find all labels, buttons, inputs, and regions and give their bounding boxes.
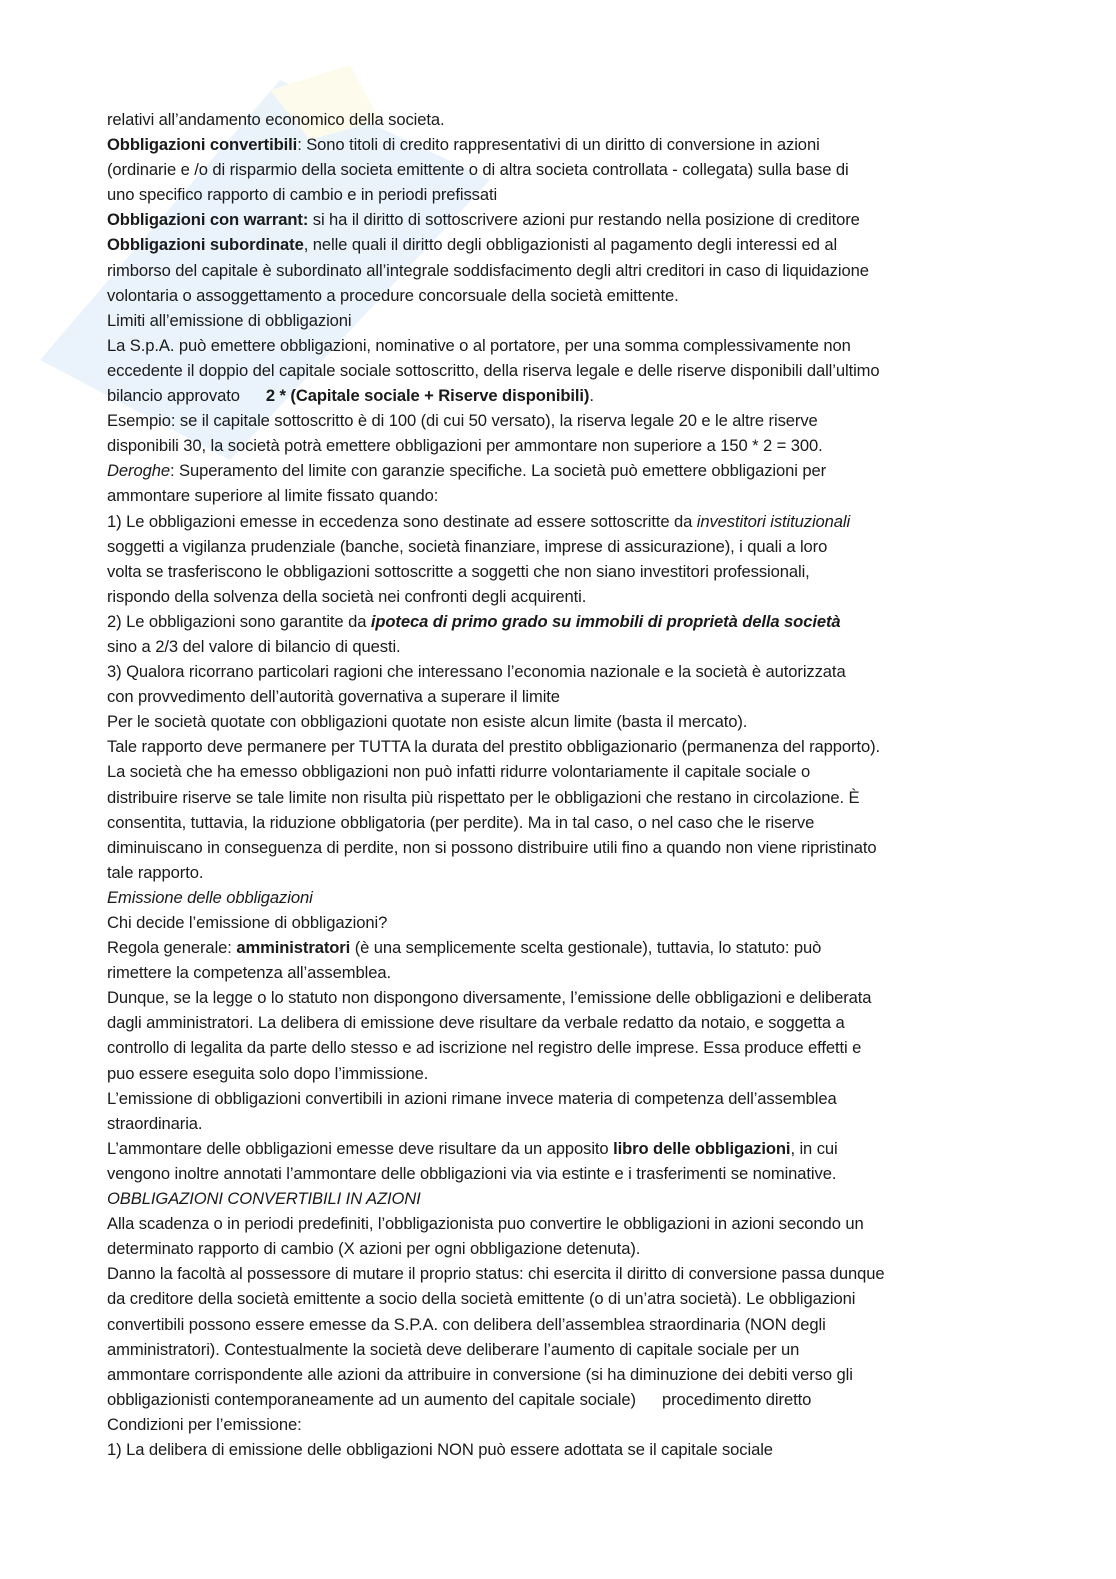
text-line: [107, 157, 1007, 182]
text-line: [107, 408, 1007, 433]
document-page: [107, 107, 1007, 1462]
text-segment: , nelle quali il diritto degli obbligazionisti al pagamento degli interessi ed al: [303, 235, 838, 255]
text-line: [107, 659, 1007, 684]
text-line: [107, 433, 1007, 458]
text-segment: puo essere eseguita solo dopo l’immissione.: [107, 1063, 429, 1083]
bold-text: ipoteca di primo grado su immobili di proprietà della società: [370, 611, 841, 631]
text-segment: sino a 2/3 del valore di bilancio di questi.: [107, 636, 401, 656]
italic-text: Deroghe: [107, 461, 170, 481]
text-line: [107, 709, 1007, 734]
text-segment: 1) La delibera di emissione delle obbligazioni NON può essere adottata se il capitale sociale: [107, 1439, 773, 1459]
text-line: [107, 785, 1007, 810]
text-line: [107, 232, 1007, 257]
text-segment: Per le società quotate con obbligazioni quotate non esiste alcun limite (basta il mercato).: [107, 712, 748, 732]
text-line: [107, 509, 1007, 534]
bold-text: 2 * (Capitale sociale + Riserve disponibili): [265, 386, 590, 406]
text-line: [107, 1061, 1007, 1086]
text-line: [107, 1261, 1007, 1286]
bold-text: amministratori: [236, 938, 351, 958]
text-line: [107, 759, 1007, 784]
text-segment: controllo di legalita da parte dello stesso e ad iscrizione nel registro delle imprese. Essa produce effetti e: [107, 1038, 862, 1058]
text-line: [107, 1337, 1007, 1362]
text-line: [107, 534, 1007, 559]
text-segment: bilancio approvato: [107, 386, 240, 406]
text-line: [107, 1362, 1007, 1387]
text-segment: Condizioni per l’emissione:: [107, 1414, 302, 1434]
text-segment: consentita, tuttavia, la riduzione obbligatoria (per perdite). Ma in tal caso, o nel caso che le riserve: [107, 812, 815, 832]
text-line: [107, 960, 1007, 985]
text-line: [107, 1211, 1007, 1236]
bold-text: Obbligazioni con warrant:: [107, 210, 309, 230]
text-segment: .: [589, 386, 594, 406]
text-line: [107, 935, 1007, 960]
text-segment: Regola generale:: [107, 938, 237, 958]
text-line: [107, 1387, 1007, 1412]
text-segment: 1) Le obbligazioni emesse in eccedenza sono destinate ad essere sottoscritte da: [107, 511, 697, 531]
bold-text: libro delle obbligazioni: [613, 1138, 791, 1158]
text-line: [107, 810, 1007, 835]
text-line: [107, 258, 1007, 283]
text-segment: (ordinarie e /o di risparmio della societa emittente o di altra societa controllata - collegata) sulla base di: [107, 160, 849, 180]
text-segment: vengono inoltre annotati l’ammontare delle obbligazioni via via estinte e i trasferimenti se nominative.: [107, 1163, 837, 1183]
text-segment: distribuire riserve se tale limite non risulta più rispettato per le obbligazioni che restano in circolazione. È: [107, 787, 860, 807]
text-segment: Esempio: se il capitale sottoscritto è di 100 (di cui 50 versato), la riserva legale 20 e le altre riserve: [107, 411, 818, 431]
text-line: [107, 1161, 1007, 1186]
text-segment: 2) Le obbligazioni sono garantite da: [107, 611, 371, 631]
text-segment: rimborso del capitale è subordinato all’integrale soddisfacimento degli altri creditori in caso di liquidazione: [107, 260, 869, 280]
text-line: [107, 1111, 1007, 1136]
text-line: [107, 383, 1007, 408]
bold-text: Obbligazioni subordinate: [107, 235, 304, 255]
text-line: [107, 985, 1007, 1010]
text-line: [107, 107, 1007, 132]
text-segment: Limiti all’emissione di obbligazioni: [107, 310, 352, 330]
text-line: [107, 1312, 1007, 1337]
text-segment: obbligazionisti contemporaneamente ad un aumento del capitale sociale): [107, 1389, 636, 1409]
text-line: [107, 1035, 1007, 1060]
text-segment: Alla scadenza o in periodi predefiniti, l’obbligazionista puo convertire le obbligazioni in azioni secondo un: [107, 1214, 864, 1234]
text-line: [107, 1086, 1007, 1111]
text-segment: volta se trasferiscono le obbligazioni sottoscritte a soggetti che non siano investitori professionali,: [107, 561, 810, 581]
text-segment: determinato rapporto di cambio (X azioni per ogni obbligazione detenuta).: [107, 1239, 641, 1259]
text-line: [107, 308, 1007, 333]
text-line: [107, 584, 1007, 609]
text-segment: tale rapporto.: [107, 862, 204, 882]
text-segment: Chi decide l’emissione di obbligazioni?: [107, 913, 388, 932]
text-line: [107, 684, 1007, 709]
text-line: [107, 458, 1007, 483]
text-line: [107, 910, 1007, 935]
text-line: [107, 483, 1007, 508]
text-segment: procedimento diretto: [661, 1389, 812, 1409]
text-segment: relativi all’andamento economico della societa.: [107, 110, 445, 129]
text-line: [107, 734, 1007, 759]
text-line: [107, 132, 1007, 157]
text-line: [107, 609, 1007, 634]
text-segment: Dunque, se la legge o lo statuto non dispongono diversamente, l’emissione delle obbligazioni e deliberata: [107, 988, 872, 1008]
text-segment: Danno la facoltà al possessore di mutare il proprio status: chi esercita il diritto di conversione passa dunque: [107, 1264, 885, 1284]
text-segment: si ha il diritto di sottoscrivere azioni pur restando nella posizione di creditore: [308, 210, 860, 230]
text-segment: da creditore della società emittente a socio della società emittente (o di un’atra società). Le obbligazioni: [107, 1289, 856, 1309]
text-line: [107, 333, 1007, 358]
text-segment: La S.p.A. può emettere obbligazioni, nominative o al portatore, per una somma complessivamente non: [107, 335, 851, 355]
text-segment: convertibili possono essere emesse da S.P.A. con delibera dell’assemblea straordinaria (NON degli: [107, 1314, 826, 1334]
text-line: [107, 1437, 1007, 1462]
italic-text: investitori istituzionali: [696, 511, 851, 531]
italic-text: OBBLIGAZIONI CONVERTIBILI IN AZIONI: [107, 1189, 421, 1209]
text-line: [107, 559, 1007, 584]
text-segment: diminuiscano in conseguenza di perdite, non si possono distribuire utili fino a quando non viene ripristinato: [107, 837, 877, 857]
text-segment: eccedente il doppio del capitale sociale sottoscritto, della riserva legale e delle riserve disponibili dall’ultimo: [107, 360, 880, 380]
text-line: [107, 885, 1007, 910]
text-segment: straordinaria.: [107, 1113, 203, 1133]
text-segment: L’emissione di obbligazioni convertibili in azioni rimane invece materia di competenza dell’assemblea: [107, 1088, 837, 1108]
text-segment: amministratori). Contestualmente la società deve deliberare l’aumento di capitale sociale per un: [107, 1339, 800, 1359]
text-line: [107, 283, 1007, 308]
text-segment: L’ammontare delle obbligazioni emesse deve risultare da un apposito: [107, 1138, 614, 1158]
bold-text: Obbligazioni convertibili: [107, 135, 298, 155]
text-segment: soggetti a vigilanza prudenziale (banche, società finanziare, imprese di assicurazione), i quali a loro: [107, 536, 828, 556]
text-segment: disponibili 30, la società potrà emettere obbligazioni per ammontare non superiore a 150 * 2 = 300.: [107, 436, 823, 456]
text-line: [107, 1412, 1007, 1437]
text-line: [107, 860, 1007, 885]
text-line: [107, 1186, 1007, 1211]
text-line: [107, 835, 1007, 860]
text-segment: volontaria o assoggettamento a procedure concorsuale della società emittente.: [107, 285, 679, 305]
italic-text: Emissione delle obbligazioni: [107, 887, 313, 907]
text-segment: rimettere la competenza all’assemblea.: [107, 963, 391, 983]
text-segment: dagli amministratori. La delibera di emissione deve risultare da verbale redatto da notaio, e soggetta a: [107, 1013, 845, 1033]
text-line: [107, 634, 1007, 659]
text-segment: con provvedimento dell’autorità governativa a superare il limite: [107, 687, 560, 707]
text-segment: : Superamento del limite con garanzie specifiche. La società può emettere obbligazioni per: [169, 461, 827, 481]
text-line: [107, 182, 1007, 207]
text-line: [107, 1010, 1007, 1035]
text-line: [107, 1236, 1007, 1261]
text-segment: Tale rapporto deve permanere per TUTTA la durata del prestito obbligazionario (permanenza del rapporto).: [107, 737, 881, 757]
text-segment: rispondo della solvenza della società nei confronti degli acquirenti.: [107, 586, 587, 606]
text-segment: (è una semplicemente scelta gestionale), tuttavia, lo statuto: può: [350, 938, 822, 958]
text-segment: ammontare corrispondente alle azioni da attribuire in conversione (si ha diminuzione dei debiti verso gli: [107, 1364, 853, 1384]
text-line: [107, 1136, 1007, 1161]
text-segment: uno specifico rapporto di cambio e in periodi prefissati: [107, 185, 498, 205]
text-segment: ammontare superiore al limite fissato quando:: [107, 486, 439, 506]
text-segment: 3) Qualora ricorrano particolari ragioni che interessano l’economia nazionale e la società è autorizzata: [107, 662, 846, 682]
text-line: [107, 358, 1007, 383]
text-segment: , in cui: [790, 1138, 838, 1158]
text-line: [107, 207, 1007, 232]
text-line: [107, 1286, 1007, 1311]
text-segment: : Sono titoli di credito rappresentativi di un diritto di conversione in azioni: [297, 135, 820, 155]
text-segment: La società che ha emesso obbligazioni non può infatti ridurre volontariamente il capitale sociale o: [107, 762, 811, 782]
